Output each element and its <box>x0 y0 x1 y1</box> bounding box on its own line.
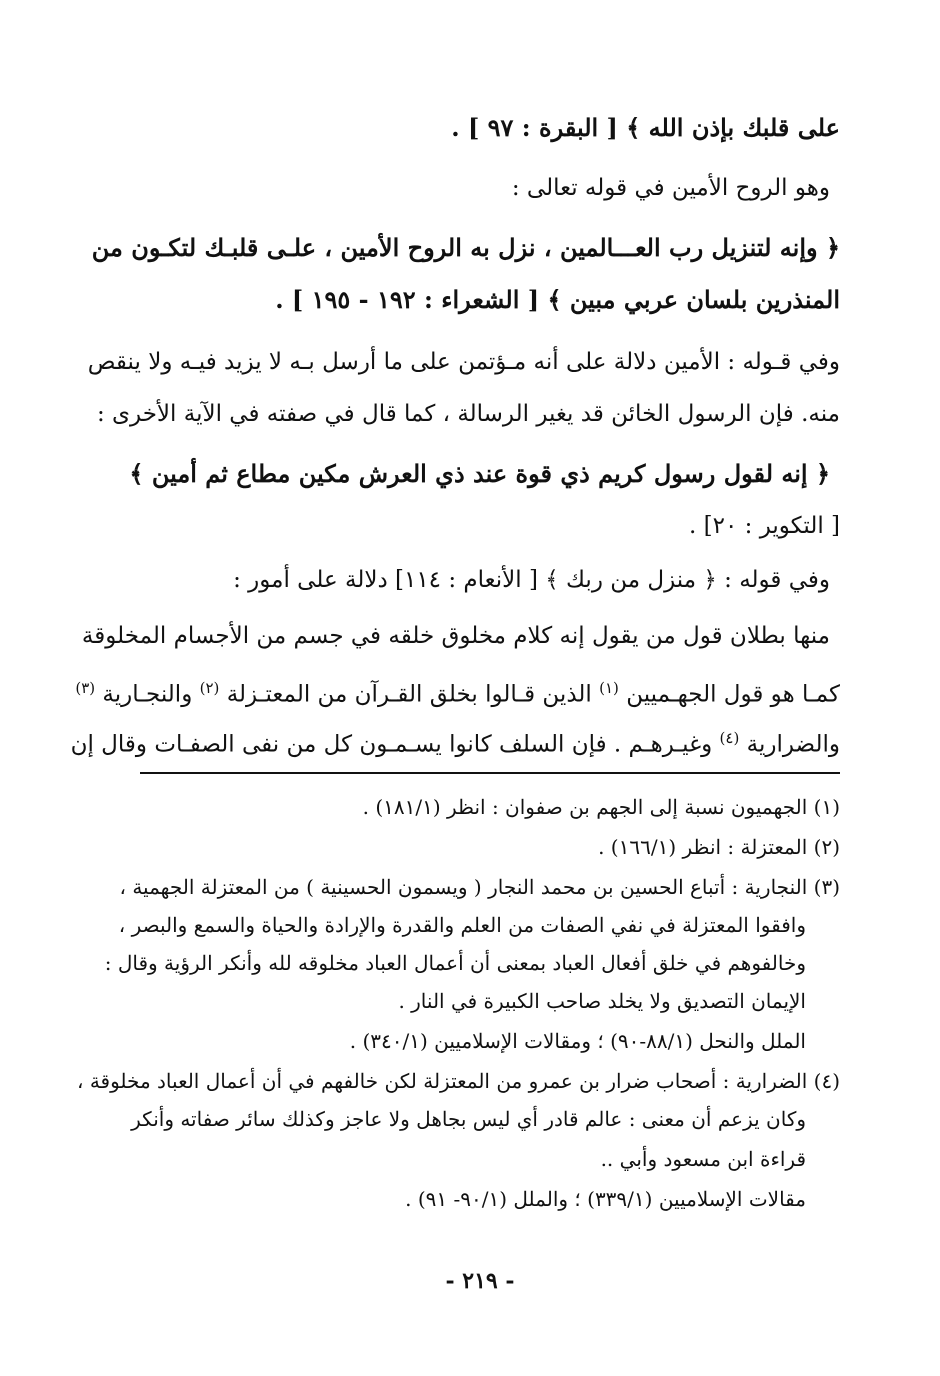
footnote-3-line-4: الإيمان التصديق ولا يخلد صاحب الكبيرة في النار . <box>398 989 806 1013</box>
footnote-1: (١) الجهميون نسبة إلى الجهم بن صفوان : انظر (١٨١/١) . <box>362 795 840 819</box>
text-line-11 <box>75 670 840 713</box>
footnote-3-line-1: (٣) النجارية : أتباع الحسين بن محمد النجار ( ويسمون الحسينية ) من المعتزلة الجهمية ، <box>119 875 840 899</box>
footnote-4-line-1: (٤) الضرارية : أصحاب ضرار بن عمرو من المعتزلة لكن خالفهم في أن أعمال العباد مخلوقة ، <box>77 1069 840 1093</box>
page-number: - ٢١٩ - <box>445 1268 515 1294</box>
footnote-ref-3: (٣) <box>75 679 96 697</box>
text-line-1: على قلبك بإذن الله ﴾ [ البقرة : ٩٧ ] . <box>451 113 840 142</box>
text-line-11-part-c: والنجـارية <box>102 681 193 708</box>
quran-verse-line-4: المنذرين بلسان عربي مبين ﴾ [ الشعراء : ١٩٢ - ١٩٥ ] . <box>275 285 840 314</box>
text-line-9: وفي قوله : ﴿ منزل من ربك ﴾ [ الأنعام : ١١٤] دلالة على أمور : <box>233 567 830 593</box>
footnote-divider <box>140 772 840 774</box>
text-line-2: وهو الروح الأمين في قوله تعالى : <box>511 175 830 201</box>
footnote-4-line-3: قراءة ابن مسعود وأبي .. <box>600 1147 806 1171</box>
footnote-4-source: مقالات الإسلاميين (٣٣٩/١) ؛ والملل (٩٠/١- ٩١) . <box>405 1187 806 1211</box>
text-line-8: [ التكوير : ٢٠] . <box>689 513 840 539</box>
footnote-ref-4: (٤) <box>719 729 740 747</box>
text-line-12 <box>70 720 840 763</box>
quran-verse-line-3: ﴿ وإنه لتنزيل رب العـــالمين ، نزل به الروح الأمين ، علـى قلبـك لتكـون من <box>91 233 840 262</box>
footnote-4-line-2: وكان يزعم أن معنى : عالم قادر أي ليس بجاهل ولا عاجز وكذلك سائر صفاته وأنكر <box>131 1107 806 1131</box>
book-page <box>70 110 840 1360</box>
text-line-5: وفي قـوله : الأمين دلالة على أنه مـؤتمن على ما أرسل بـه لا يزيد فيـه ولا ينقص <box>87 349 840 375</box>
footnote-ref-2: (٢) <box>199 679 220 697</box>
text-line-6: منه. فإن الرسول الخائن قد يغير الرسالة ، كما قال في صفته في الآية الأخرى : <box>96 401 840 427</box>
footnote-ref-1: (١) <box>599 679 619 697</box>
footnote-3-source: الملل والنحل (٨٨/١-٩٠) ؛ ومقالات الإسلاميين (٣٤٠/١) . <box>349 1029 806 1053</box>
text-line-12-part-b: وغيـرهـم . فإن السلف كانوا يسـمـون كل من نفى الصفـات وقال إن <box>70 731 713 758</box>
footnote-2: (٢) المعتزلة : انظر (١٦٦/١) . <box>598 835 840 859</box>
footnote-3-line-2: وافقوا المعتزلة في نفي الصفات من العلم والقدرة والإرادة والحياة والسمع والبصر ، <box>118 913 806 937</box>
text-line-11-part-a: كمـا هو قول الجهـميين <box>626 681 840 708</box>
quran-verse-line-7: ﴿ إنه لقول رسول كريم ذي قوة عند ذي العرش مكين مطاع ثم أمين ﴾ <box>129 459 830 488</box>
text-line-10: منها بطلان قول من يقول إنه كلام مخلوق خلقه في جسم من الأجسام المخلوقة <box>81 623 830 649</box>
text-line-12-part-a: والضرارية <box>746 731 840 758</box>
text-line-11-part-b: الذين قـالوا بخلق القـرآن من المعتـزلة <box>226 681 592 708</box>
footnote-3-line-3: وخالفوهم في خلق أفعال العباد بمعنى أن أعمال العباد مخلوقه لله وأنكر الرؤية وقال : <box>104 951 806 975</box>
